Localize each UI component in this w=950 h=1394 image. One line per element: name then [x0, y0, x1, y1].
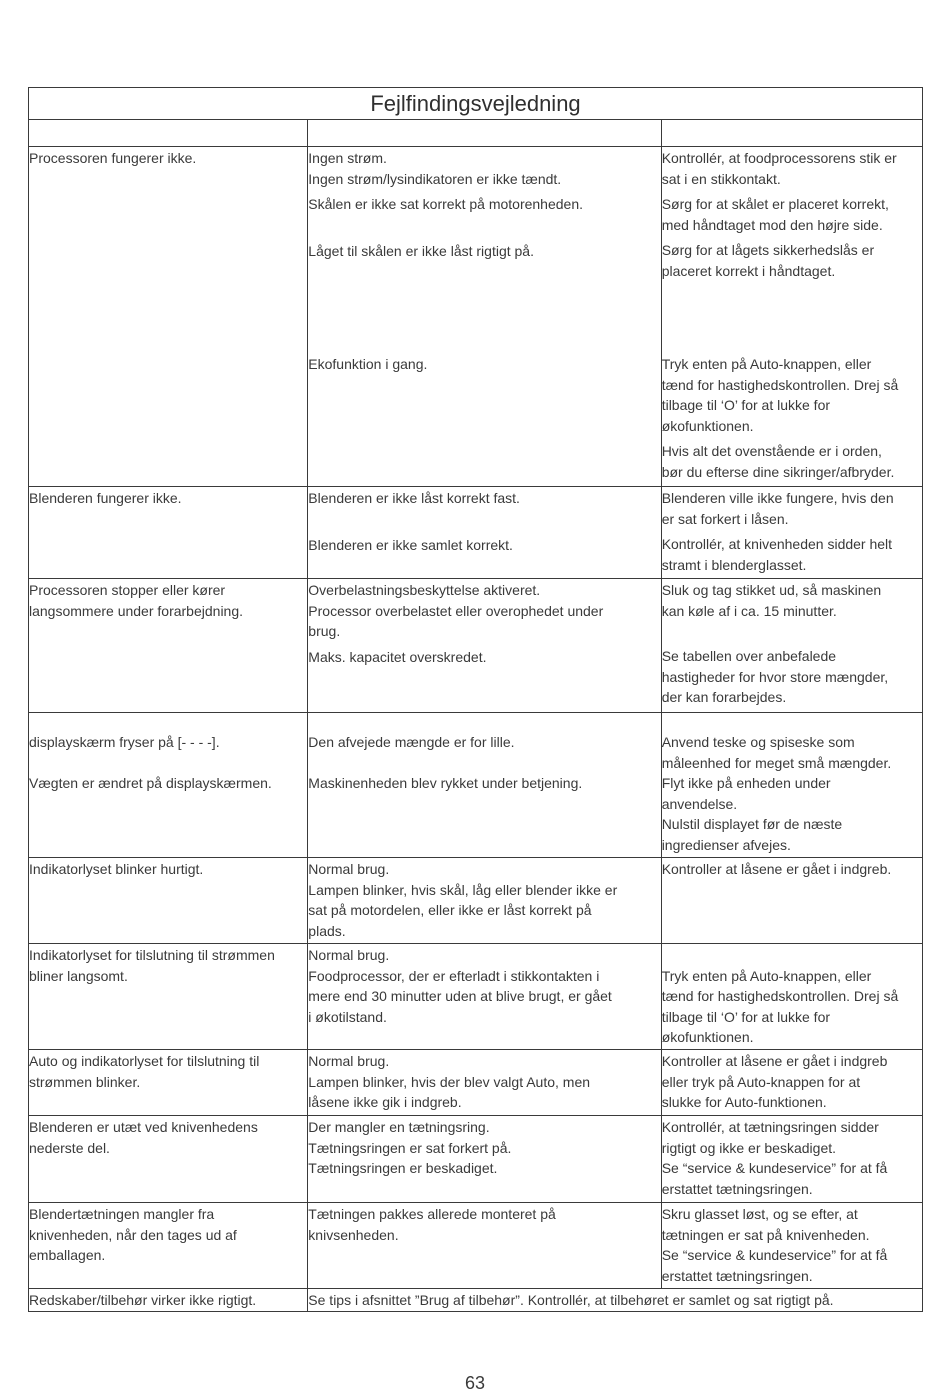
cause-text: sat på motordelen, eller ikke er låst korrekt på [308, 902, 592, 918]
table-row [29, 579, 923, 713]
cause-text: Foodprocessor, der er efterladt i stikkontakten i [308, 967, 600, 984]
solution-text: rigtigt og ikke er beskadiget. [661, 1139, 837, 1156]
solution-text: sat i en stikkontakt. [661, 170, 781, 187]
cause-text: Processor overbelastet eller overophedet under [308, 602, 604, 619]
cause-text: Blenderen er ikke samlet korrekt. [308, 536, 513, 553]
cause-cell [308, 944, 661, 1050]
cause-text: Overbelastningsbeskyttelse aktiveret. [308, 582, 541, 598]
solution-cell [661, 579, 922, 713]
solution-text: med håndtaget mod den højre side. [661, 216, 883, 233]
cause-text: Den afvejede mængde er for lille. [308, 734, 515, 750]
troubleshooting-table [28, 87, 923, 1312]
cause-cell [308, 147, 661, 487]
table-row [29, 713, 923, 858]
solution-text: hastigheder for hvor store mængder, [661, 668, 889, 685]
cause-text: knivsenheden. [308, 1226, 399, 1243]
problem-text: displayskærm fryser på [- - - -]. [29, 734, 220, 750]
table-row [29, 944, 923, 1050]
problem-text: Blenderen fungerer ikke. [29, 490, 182, 506]
cause-text: Maks. kapacitet overskredet. [308, 648, 487, 665]
problem-text: emballagen. [29, 1247, 106, 1263]
cause-cell [308, 579, 661, 713]
problem-text: Blendertætningen mangler fra [29, 1206, 215, 1222]
cause-text: Låget til skålen er ikke låst rigtigt på. [308, 242, 534, 259]
solution-cell [661, 713, 922, 858]
problem-text: Indikatorlyset blinker hurtigt. [29, 861, 204, 877]
solution-text: Skru glasset løst, og se efter, at [661, 1206, 858, 1222]
solution-text: placeret korrekt i håndtaget. [661, 262, 836, 279]
problem-text: Indikatorlyset for tilslutning til strømmen [29, 947, 275, 963]
solution-text: tætningen er sat på knivenheden. [661, 1226, 870, 1243]
solution-text: erstattet tætningsringen. [661, 1180, 813, 1197]
cause-text: Ekofunktion i gang. [308, 356, 428, 372]
cause-text: Ingen strøm. [308, 150, 387, 166]
header-cell-solution [661, 120, 922, 147]
problem-text: Blenderen er utæt ved knivenhedens [29, 1119, 258, 1135]
solution-text: stramt i blenderglasset. [661, 556, 807, 573]
solution-text: Kontrollér, at knivenheden sidder helt [661, 536, 893, 552]
solution-text: Sørg for at skålet er placeret korrekt, [661, 196, 889, 212]
solution-cell [661, 147, 922, 487]
problem-text: bliner langsomt. [29, 967, 128, 984]
cause-text: plads. [308, 922, 346, 939]
problem-cell [29, 487, 308, 579]
solution-text: der kan forarbejdes. [661, 689, 787, 705]
cause-text: Ingen strøm/lysindikatoren er ikke tændt. [308, 170, 562, 187]
problem-text: Auto og indikatorlyset for tilslutning til [29, 1053, 260, 1069]
cause-cell [308, 1203, 661, 1289]
solution-text: Kontroller at låsene er gået i indgreb [661, 1053, 888, 1069]
solution-text: Nulstil displayet før de næste [661, 816, 843, 832]
solution-cell [661, 1203, 922, 1289]
cause-text: Tætningsringen er beskadiget. [308, 1160, 498, 1176]
solution-text: Kontrollér, at tætningsringen sidder [661, 1119, 879, 1135]
cause-text: brug. [308, 623, 341, 639]
problem-cell [29, 713, 308, 858]
problem-text: Redskaber/tilbehør virker ikke rigtigt. [29, 1292, 257, 1308]
solution-text: Kontroller at låsene er gået i indgreb. [661, 861, 892, 877]
header-cell-problem [29, 120, 308, 147]
problem-text: nederste del. [29, 1139, 110, 1156]
cause-text: Lampen blinker, hvis skål, låg eller blender ikke er [308, 881, 618, 898]
problem-cell [29, 858, 308, 944]
table-row [29, 1050, 923, 1116]
solution-text: Se tips i afsnittet ”Brug af tilbehør”. Kontrollér, at tilbehøret er samlet og sat rigtigt på. [308, 1292, 834, 1308]
problem-cell [29, 1203, 308, 1289]
header-row [29, 120, 923, 147]
solution-cell [661, 1116, 922, 1203]
solution-text: slukke for Auto-funktionen. [661, 1094, 827, 1110]
cause-cell [308, 713, 661, 858]
cause-text: Normal brug. [308, 1053, 390, 1069]
solution-text: tilbage til ‘O’ for at lukke for [661, 397, 831, 413]
table-row [29, 147, 923, 487]
cause-text: Tætningen pakkes allerede monteret på [308, 1206, 556, 1222]
problem-text: knivenheden, når den tages ud af [29, 1226, 237, 1243]
solution-text: Sluk og tag stikket ud, så maskinen [661, 582, 882, 598]
solution-text: Se “service & kundeservice” for at få [661, 1247, 888, 1263]
solution-cell [661, 944, 922, 1050]
problem-text: Processoren fungerer ikke. [29, 150, 197, 166]
table-row [29, 487, 923, 579]
solution-text: anvendelse. [661, 795, 738, 812]
page-number: 63 [464, 1373, 486, 1393]
problem-text: Vægten er ændret på displayskærmen. [29, 774, 272, 791]
table-row [29, 858, 923, 944]
solution-cell [661, 1050, 922, 1116]
cause-cell [308, 1116, 661, 1203]
problem-cell [29, 1116, 308, 1203]
solution-text: bør du efterse dine sikringer/afbryder. [661, 463, 895, 480]
problem-text: langsommere under forarbejdning. [29, 602, 244, 619]
solution-text: eller tryk på Auto-knappen for at [661, 1073, 861, 1090]
problem-cell [29, 1289, 308, 1312]
cause-text: Lampen blinker, hvis der blev valgt Auto, men [308, 1073, 591, 1090]
problem-cell [29, 147, 308, 487]
problem-text: Processoren stopper eller kører [29, 582, 226, 598]
table-row [29, 1116, 923, 1203]
table-row [29, 1289, 923, 1312]
solution-text: Flyt ikke på enheden under [661, 775, 831, 791]
cause-text: Maskinenheden blev rykket under betjening. [308, 774, 583, 791]
solution-text: er sat forkert i låsen. [661, 510, 789, 527]
problem-cell [29, 1050, 308, 1116]
title-row [29, 88, 923, 120]
solution-text: tænd for hastighedskontrollen. Drej så [661, 376, 899, 393]
solution-text: Se “service & kundeservice” for at få [661, 1160, 888, 1176]
solution-text: Blenderen ville ikke fungere, hvis den [661, 490, 894, 506]
cause-text: låsene ikke gik i indgreb. [308, 1094, 462, 1110]
cause-cell [308, 487, 661, 579]
solution-text: tilbage til ‘O’ for at lukke for [661, 1008, 831, 1025]
cause-text: Der mangler en tætningsring. [308, 1119, 490, 1135]
table-title: Fejlfindingsvejledning [29, 88, 923, 120]
solution-text: kan køle af i ca. 15 minutter. [661, 602, 837, 619]
cause-cell [308, 1050, 661, 1116]
table-row [29, 1203, 923, 1289]
solution-cell [661, 858, 922, 944]
solution-text: Tryk enten på Auto-knappen, eller [661, 356, 872, 372]
solution-text: Kontrollér, at foodprocessorens stik er [661, 150, 897, 166]
solution-text: økofunktionen. [661, 417, 754, 434]
cause-text: i økotilstand. [308, 1008, 387, 1025]
solution-text: Tryk enten på Auto-knappen, eller [661, 967, 872, 984]
solution-text: Hvis alt det ovenstående er i orden, [661, 443, 882, 459]
solution-text: erstattet tætningsringen. [661, 1267, 813, 1284]
cause-text: mere end 30 minutter uden at blive brugt, er gået [308, 988, 612, 1004]
solution-text: økofunktionen. [661, 1029, 754, 1045]
header-cell-cause [308, 120, 661, 147]
cause-text: Skålen er ikke sat korrekt på motorenheden. [308, 196, 583, 212]
solution-text: tænd for hastighedskontrollen. Drej så [661, 988, 899, 1004]
solution-cell-merged [308, 1289, 923, 1312]
problem-text: strømmen blinker. [29, 1073, 141, 1090]
solution-text: ingredienser afvejes. [661, 836, 791, 853]
problem-cell [29, 944, 308, 1050]
solution-text: Anvend teske og spiseske som [661, 734, 855, 750]
solution-text: Sørg for at lågets sikkerhedslås er [661, 242, 875, 258]
cause-text: Blenderen er ikke låst korrekt fast. [308, 490, 520, 506]
cause-cell [308, 858, 661, 944]
problem-cell [29, 579, 308, 713]
cause-text: Normal brug. [308, 947, 390, 963]
cause-text: Normal brug. [308, 861, 390, 877]
cause-text: Tætningsringen er sat forkert på. [308, 1139, 512, 1156]
solution-text: måleenhed for meget små mængder. [661, 754, 892, 771]
solution-cell [661, 487, 922, 579]
solution-text: Se tabellen over anbefalede [661, 648, 837, 664]
